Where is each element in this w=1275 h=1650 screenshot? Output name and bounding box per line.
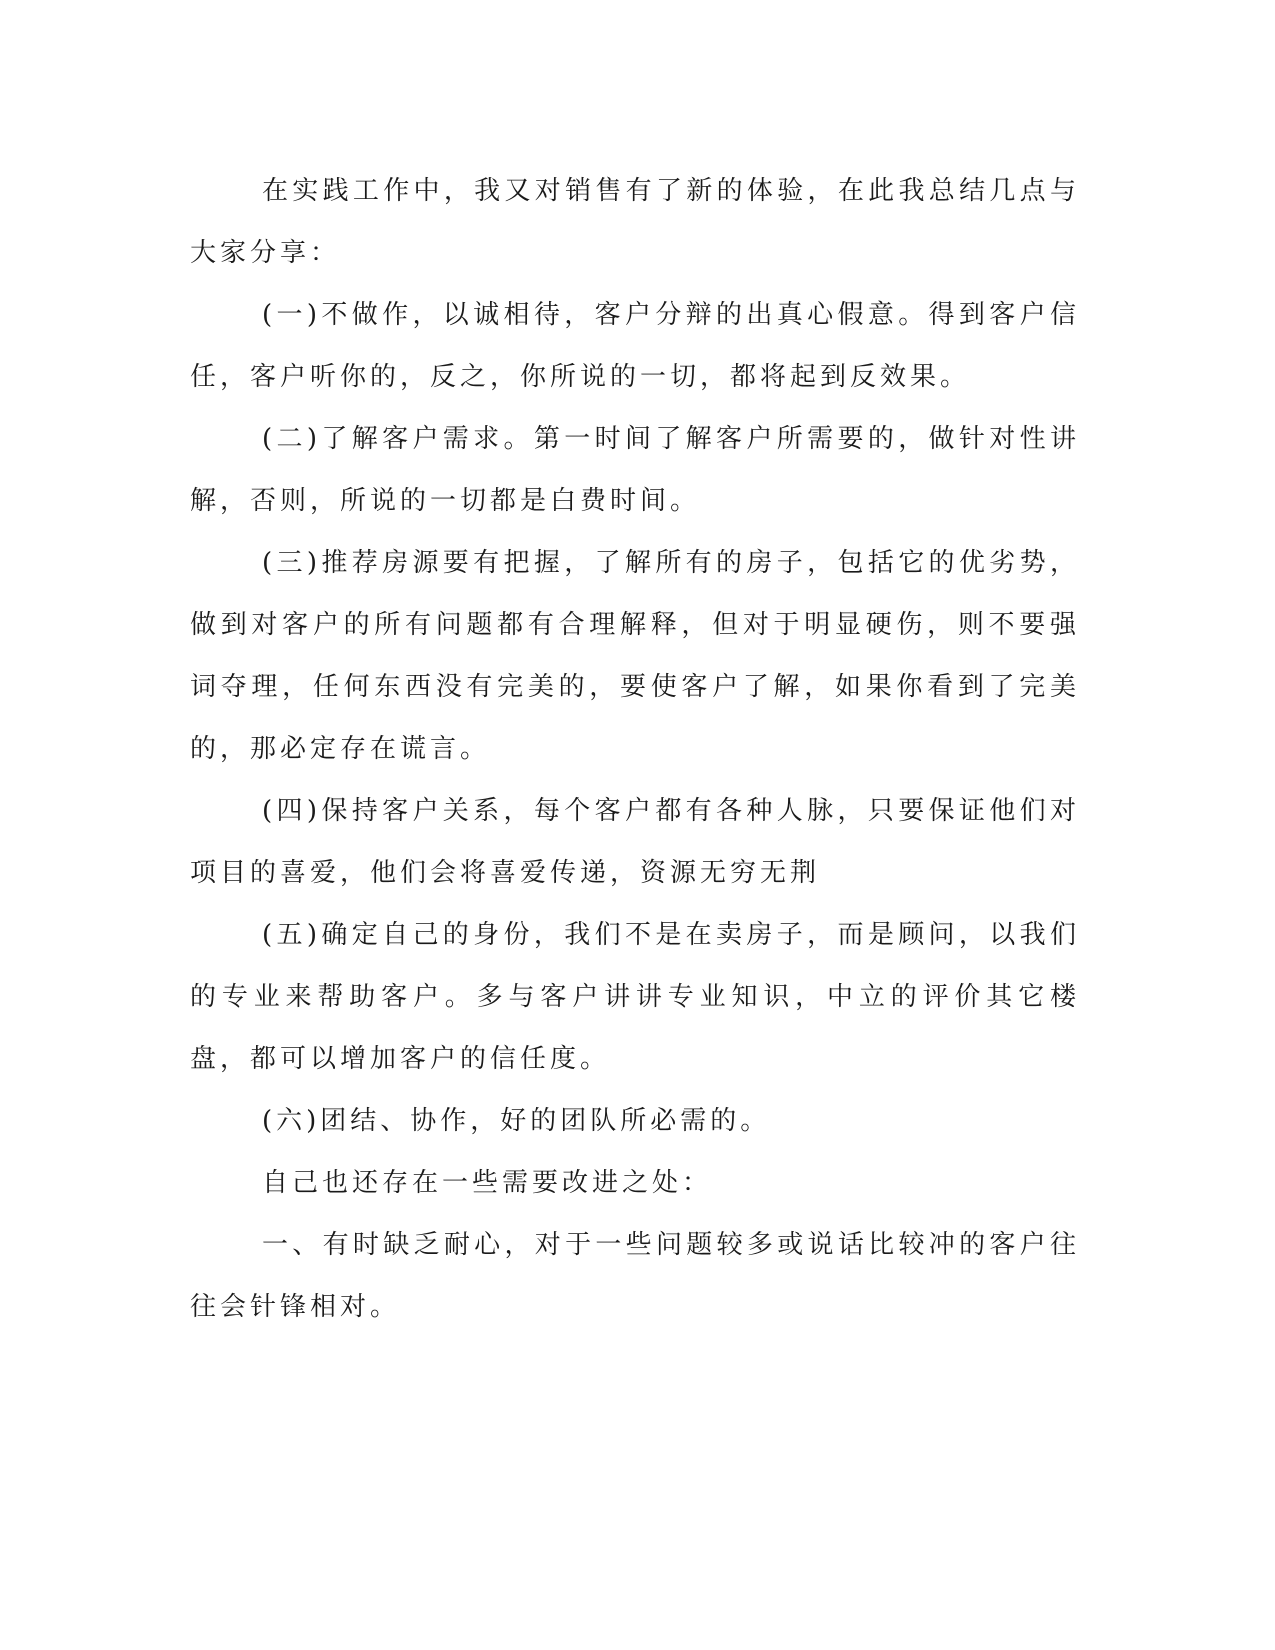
paragraph-point-3: (三)推荐房源要有把握，了解所有的房子，包括它的优劣势，做到对客户的所有问题都有合理解释，但对于明显硬伤，则不要强词夺理，任何东西没有完美的，要使客户了解，如果你看到了完美的，那必定存在谎言。 — [190, 548, 1080, 764]
document-body — [190, 160, 1080, 1338]
paragraph-intro: 在实践工作中，我又对销售有了新的体验，在此我总结几点与大家分享： — [190, 176, 1080, 268]
paragraph-improvements-intro: 自己也还存在一些需要改进之处： — [262, 1168, 713, 1198]
paragraph-improvement-1: 一、有时缺乏耐心，对于一些问题较多或说话比较冲的客户往往会针锋相对。 — [190, 1230, 1080, 1322]
paragraph-point-5: (五)确定自己的身份，我们不是在卖房子，而是顾问，以我们的专业来帮助客户。多与客户讲讲专业知识，中立的评价其它楼盘，都可以增加客户的信任度。 — [190, 920, 1080, 1074]
paragraph-point-2: (二)了解客户需求。第一时间了解客户所需要的，做针对性讲解，否则，所说的一切都是白费时间。 — [190, 424, 1080, 516]
paragraph-point-4: (四)保持客户关系，每个客户都有各种人脉，只要保证他们对项目的喜爱，他们会将喜爱传递，资源无穷无荆 — [190, 796, 1080, 888]
paragraph-point-1: (一)不做作，以诚相待，客户分辩的出真心假意。得到客户信任，客户听你的，反之，你所说的一切，都将起到反效果。 — [190, 300, 1080, 392]
paragraph-point-6: (六)团结、协作，好的团队所必需的。 — [262, 1106, 771, 1136]
